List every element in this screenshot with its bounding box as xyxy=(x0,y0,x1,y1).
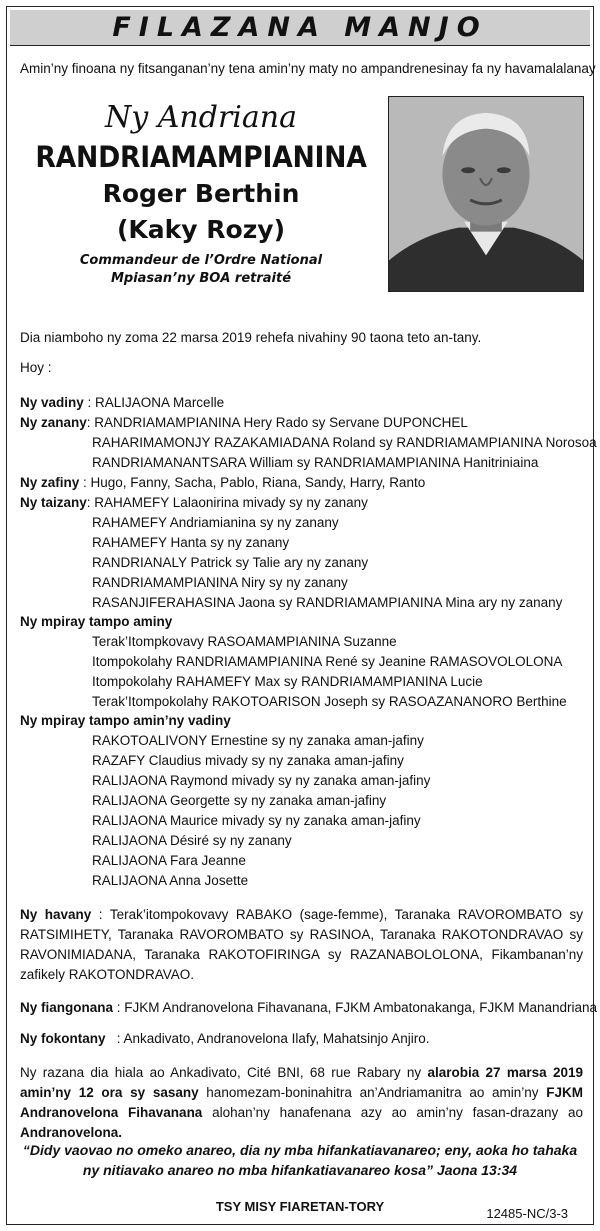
reference-code: 12485-NC/3-3 xyxy=(486,1206,568,1221)
list-item: RANDRIAMAMPIANINA Niry sy ny zanany xyxy=(92,575,348,590)
fokontany-value: : Ankadivato, Andranovelona Ilafy, Mahatsinjo Anjiro. xyxy=(105,1031,430,1046)
mpiray-aminy-label: Ny mpiray tampo aminy xyxy=(20,614,173,629)
notice-banner xyxy=(10,10,590,46)
list-item: RANDRIANALY Patrick sy Talie ary ny zanany xyxy=(92,555,369,570)
nickname: (Kaky Rozy) xyxy=(117,215,285,244)
list-item: Itompokolahy RAHAMEFY Max sy RANDRIAMAMPIANINA Lucie xyxy=(92,674,483,689)
list-item: RALIJAONA Maurice mivady sy ny zanaka aman-jafiny xyxy=(92,813,421,828)
list-item: RALIJAONA Anna Josette xyxy=(92,873,249,888)
hoy-label: Hoy : xyxy=(20,360,52,375)
intro-text: Amin’ny finoana ny fitsanganan’ny tena amin’ny maty no ampandrenesinay fa ny havamalalanay xyxy=(20,61,596,76)
mpiray-vadiny-label: Ny mpiray tampo amin’ny vadiny xyxy=(20,713,231,728)
list-item: : RANDRIAMAMPIANINA Hery Rado sy Servane DUPONCHEL xyxy=(86,415,468,430)
deceased-name-block xyxy=(20,98,382,288)
list-item: RAZAFY Claudius mivady sy ny zanaka aman-jafiny xyxy=(92,753,404,768)
banner-title: FILAZANA MANJO xyxy=(112,12,488,43)
death-notice: Dia niamboho ny zoma 22 marsa 2019 rehefa nivahiny 90 taona teto an-tany. xyxy=(20,330,482,345)
havany-value: : Terak’itompokovavy RABAKO (sage-femme), Taranaka RAVOROMBATO sy RATSIMIHETY, Taranaka RAVOROMBATO sy RASINOA, Taranaka RAKOTONDRAVAO sy RAVONIMIADANA, Taranaka RAKOTOFIRINGA sy RAZANABOLOLONA, Fikambanan’ny zafikely RAKOTONDRAVAO. xyxy=(20,907,583,982)
vadiny-value: : RALIJAONA Marcelle xyxy=(83,395,225,410)
list-item: RALIJAONA Raymond mivady sy ny zanaka aman-jafiny xyxy=(92,773,431,788)
family-taizany xyxy=(20,495,368,510)
zafiny-label: Ny zafiny xyxy=(20,475,80,490)
title-job: Mpiasan’ny BOA retraité xyxy=(110,271,292,286)
list-item: RALIJAONA Georgette sy ny zanaka aman-jafiny xyxy=(92,793,387,808)
havany-label: Ny havany xyxy=(20,907,92,922)
given-name: Roger Berthin xyxy=(102,179,300,208)
family-vadiny xyxy=(20,395,224,410)
fokontany-line xyxy=(20,1031,429,1046)
surname: RANDRIAMAMPIANINA xyxy=(35,140,367,174)
funeral-text: alohan’ny hanafenana azy ao amin’ny fasan-drazany ao xyxy=(202,1105,584,1120)
havany-paragraph xyxy=(20,905,583,985)
vadiny-label: Ny vadiny xyxy=(20,395,84,410)
fiangonana-line xyxy=(20,1000,597,1015)
list-item: RALIJAONA Fara Jeanne xyxy=(92,853,246,868)
funeral-place: Andranovelona. xyxy=(20,1125,123,1140)
funeral-text: hanomezam-boninahitra an’Andriamanitra ao amin’ny xyxy=(198,1085,547,1100)
portrait-photo xyxy=(388,96,584,292)
list-item: RALIJAONA Désiré sy ny zanany xyxy=(92,833,292,848)
taizany-label: Ny taizany xyxy=(20,495,87,510)
fiangonana-label: Ny fiangonana xyxy=(20,1000,114,1015)
list-item: Terak’Itompkovavy RASOAMAMPIANINA Suzanne xyxy=(92,634,397,649)
funeral-date: alarobia 27 marsa 2019 amin’ny 12 ora sy sasany xyxy=(20,1065,583,1100)
quote-line: “Didy vaovao no omeko anareo, dia ny mba hifankatiavanareo; eny, aoka ho tahaka xyxy=(22,1142,578,1158)
list-item: Terak’Itompokolahy RAKOTOARISON Joseph sy RASOAZANANORO Berthine xyxy=(92,694,567,709)
list-item: RAHAMEFY Andriamianina sy ny zanany xyxy=(92,515,339,530)
funeral-text: Ny razana dia hiala ao Ankadivato, Cité BNI, 68 rue Rabary ny xyxy=(20,1065,428,1080)
fiangonana-value: : FJKM Andranovelona Fihavanana, FJKM Ambatonakanga, FJKM Manandriana xyxy=(113,1000,598,1015)
list-item: RANDRIAMANANTSARA William sy RANDRIAMAMPIANINA Hanitriniaina xyxy=(92,455,539,470)
zanany-label: Ny zanany xyxy=(20,415,87,430)
title-order: Commandeur de l’Ordre National xyxy=(79,253,323,268)
list-item: RAHAMEFY Hanta sy ny zanany xyxy=(92,535,290,550)
list-item: Itompokolahy RANDRIAMAMPIANINA René sy Jeanine RAMASOVOLOLONA xyxy=(92,654,563,669)
quote-line: ny nitiavako anareo no mba hifankatiavanareo kosa” Jaona 13:34 xyxy=(82,1162,518,1178)
list-item: RASANJIFERAHASINA Jaona sy RANDRIAMAMPIANINA Mina ary ny zanany xyxy=(92,595,563,610)
funeral-paragraph xyxy=(20,1063,583,1143)
family-zafiny xyxy=(20,475,425,490)
family-zanany xyxy=(20,415,468,430)
honorific: Ny Andriana xyxy=(105,100,297,135)
bible-quote xyxy=(20,1140,580,1180)
footer-note: TSY MISY FIARETAN-TORY xyxy=(215,1199,385,1214)
fokontany-label: Ny fokontany xyxy=(20,1031,106,1046)
zafiny-value: : Hugo, Fanny, Sacha, Pablo, Riana, Sandy, Harry, Ranto xyxy=(79,475,426,490)
list-item: RAHARIMAMONJY RAZAKAMIADANA Roland sy RANDRIAMAMPIANINA Norosoa xyxy=(92,435,597,450)
portrait-image xyxy=(389,97,583,291)
funeral-church: FJKM Andranovelona Fihavanana xyxy=(20,1085,583,1120)
list-item: RAKOTOALIVONY Ernestine sy ny zanaka aman-jafiny xyxy=(92,733,424,748)
list-item: : RAHAMEFY Lalaonirina mivady sy ny zanany xyxy=(86,495,368,510)
